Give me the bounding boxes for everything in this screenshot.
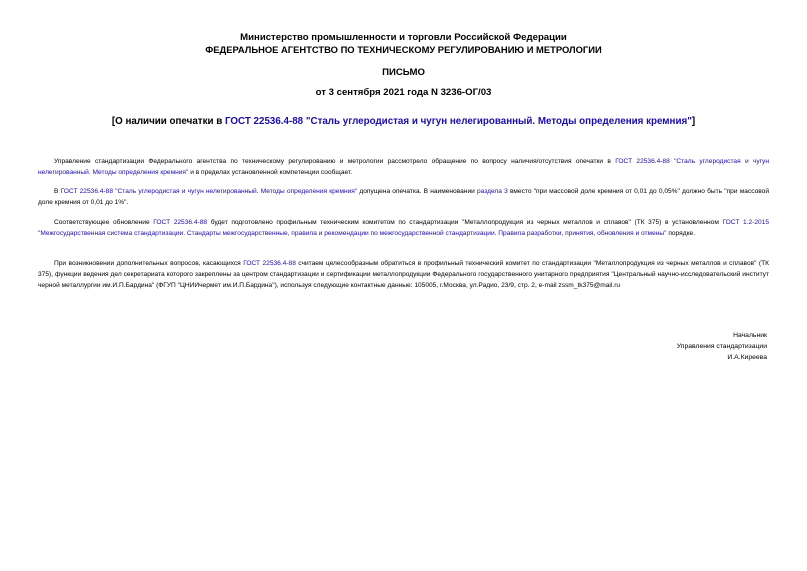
document-header	[0, 32, 807, 56]
p1-text-2: и в пределах установленной компетенции сообщает.	[188, 169, 353, 176]
paragraph-2	[38, 186, 769, 208]
p4-gost-link[interactable]: ГОСТ 22536.4-88	[243, 260, 296, 267]
signature-position: Начальник	[733, 332, 767, 339]
p4-text-1: При возникновении дополнительных вопросов, касающихся	[54, 260, 244, 267]
p3-text-3: порядке.	[666, 230, 696, 237]
paragraph-4	[38, 258, 769, 291]
p2-section-link[interactable]: раздела 3	[476, 188, 508, 195]
title-gost-link[interactable]: ГОСТ 22536.4-88 "Сталь углеродистая и чугун нелегированный. Методы определения кремния"	[224, 116, 692, 127]
paragraph-1	[38, 156, 769, 178]
document-type: ПИСЬМО	[382, 67, 425, 78]
agency-name: ФЕДЕРАЛЬНОЕ АГЕНТСТВО ПО ТЕХНИЧЕСКОМУ РЕГУЛИРОВАНИЮ И МЕТРОЛОГИИ	[205, 44, 602, 55]
p3-text-1: Соответствующее обновление	[54, 219, 154, 226]
p1-text-1: Управление стандартизации Федерального агентства по техническому регулированию и метрологии рассмотрело обращение по вопросу наличия/отсутствия опечатки в	[54, 158, 616, 165]
title-prefix: [О наличии опечатки в	[111, 116, 225, 127]
document-title	[0, 116, 807, 127]
p2-text-2: допущена опечатка. В наименовании	[357, 188, 477, 195]
p3-gost-link[interactable]: ГОСТ 22536.4-88	[153, 219, 208, 226]
signature-name: И.А.Киреева	[727, 354, 767, 361]
p2-text-3: вместо "при массовой доле кремния от 0,01 до 0,05%" должно быть "при массовой доле кремния от 0,01 до 1%".	[38, 188, 770, 206]
signature-block	[677, 330, 767, 363]
p2-gost-link[interactable]: ГОСТ 22536.4-88 "Сталь углеродистая и чугун нелегированный. Методы определения кремния"	[60, 188, 358, 195]
p2-text-1: В	[54, 188, 61, 195]
ministry-name: Министерство промышленности и торговли Российской Федерации	[240, 32, 567, 43]
p4-text-2: считаем целесообразным обратиться в профильный технический комитет по стандартизации "Металлопродукция из черных металлов и сплавов" (ТК 375), функции ведения дел секретариата которого закреплены за центром стандартизации и сертификации металлопродукции Федерального государственного унитарного предприятия "Центральный научно-исследовательский институт черной металлургии им.И.П.Бардина" (ФГУП "ЦНИИчермет им.И.П.Бардина"), используя следующие контактные данные: 105005, г.Москва, ул.Радио, 23/9, стр. 2, e-mail zssm_tk375@mail.ru	[38, 260, 769, 289]
p3-gost-1-2-link[interactable]: ГОСТ 1.2-2015 "Межгосударственная система стандартизации. Стандарты межгосударственные, правила и рекомендации по межгосударственной стандартизации. Правила разработки, принятия, обновления и отмены"	[38, 219, 769, 237]
signature-department: Управления стандартизации	[676, 343, 767, 350]
p1-gost-link[interactable]: ГОСТ 22536.4-88 "Сталь углеродистая и чугун нелегированный. Методы определения кремния"	[38, 158, 769, 176]
p3-text-2: будет подготовлено профильным техническим комитетом по стандартизации "Металлопродукция из черных металлов и сплавов" (ТК 375) в установленном	[207, 219, 723, 226]
title-suffix: ]	[691, 116, 696, 127]
paragraph-3	[38, 217, 769, 239]
document-date: от 3 сентября 2021 года N 3236-ОГ/03	[315, 87, 492, 98]
